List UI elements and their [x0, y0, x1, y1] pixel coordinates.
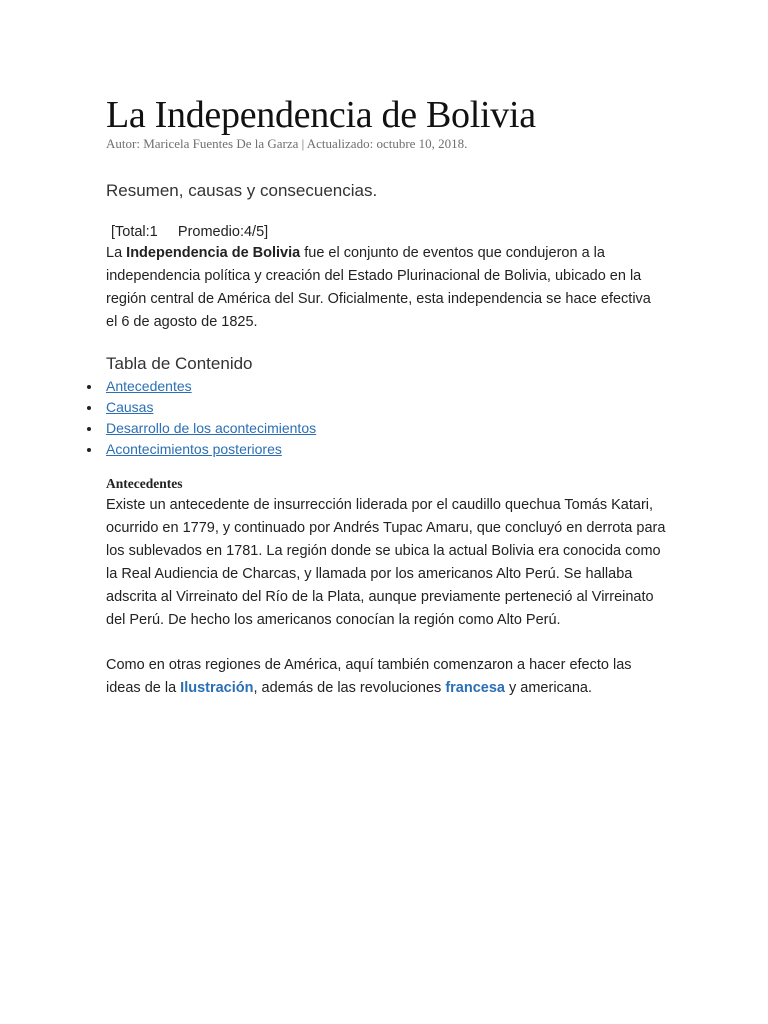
para2-pre: Como en otras regiones de América, aquí también comenzaron a hacer efecto las ideas de la	[106, 657, 632, 696]
toc-list	[106, 376, 666, 460]
bullet-icon	[87, 406, 91, 410]
intro-pre: La	[106, 245, 127, 261]
section-heading-antecedentes: Antecedentes	[106, 476, 183, 491]
document-page	[106, 92, 666, 700]
toc-item	[106, 397, 666, 418]
intro-paragraph	[106, 242, 666, 334]
toc-item	[106, 439, 666, 460]
page-subtitle: Resumen, causas y consecuencias.	[106, 181, 378, 200]
antecedentes-paragraph-2	[106, 654, 666, 700]
antecedentes-paragraph-1: Existe un antecedente de insurrección liderada por el caudillo quechua Tomás Katari, ocurrido en 1779, y continuado por Andrés Tupac Amaru, que concluyó en derrota para los sublevados en 1781. La región donde se ubica la actual Bolivia era conocida como la Real Audiencia de Charcas, y llamada por los americanos Alto Perú. Se hallaba adscrita al Virreinato del Río de la Plata, aunque previamente perteneció al Virreinato del Perú. De hecho los americanos conocían la región como Alto Perú.	[106, 497, 666, 628]
intro-bold-term: Independencia de Bolivia	[126, 245, 301, 261]
paragraph-spacer	[106, 632, 666, 654]
toc-link-posteriores[interactable]: Acontecimientos posteriores	[106, 441, 282, 457]
ilustracion-link[interactable]: Ilustración	[180, 680, 254, 696]
bullet-icon	[87, 385, 91, 389]
toc-item	[106, 376, 666, 397]
para2-mid: , además de las revoluciones	[253, 680, 446, 696]
author-byline: Autor: Maricela Fuentes De la Garza | Actualizado: octubre 10, 2018.	[106, 136, 468, 151]
toc-link-causas[interactable]: Causas	[106, 399, 154, 415]
intro-post: fue el conjunto de eventos que condujeron a la independencia política y creación del Estado Plurinacional de Bolivia, ubicado en la región central de América del Sur. Oficialmente, esta independencia se hace efectiva el 6 de agosto de 1825.	[106, 245, 651, 330]
toc-link-antecedentes[interactable]: Antecedentes	[106, 378, 192, 394]
para2-post: y americana.	[504, 680, 593, 696]
bullet-icon	[87, 427, 91, 431]
bullet-icon	[87, 448, 91, 452]
rating-summary: [Total:1 Promedio:4/5]	[111, 224, 269, 240]
page-title: La Independencia de Bolivia	[106, 94, 536, 136]
toc-link-desarrollo[interactable]: Desarrollo de los acontecimientos	[106, 420, 317, 436]
francesa-link[interactable]: francesa	[445, 680, 505, 696]
toc-item	[106, 418, 666, 439]
toc-heading: Tabla de Contenido	[106, 354, 253, 373]
